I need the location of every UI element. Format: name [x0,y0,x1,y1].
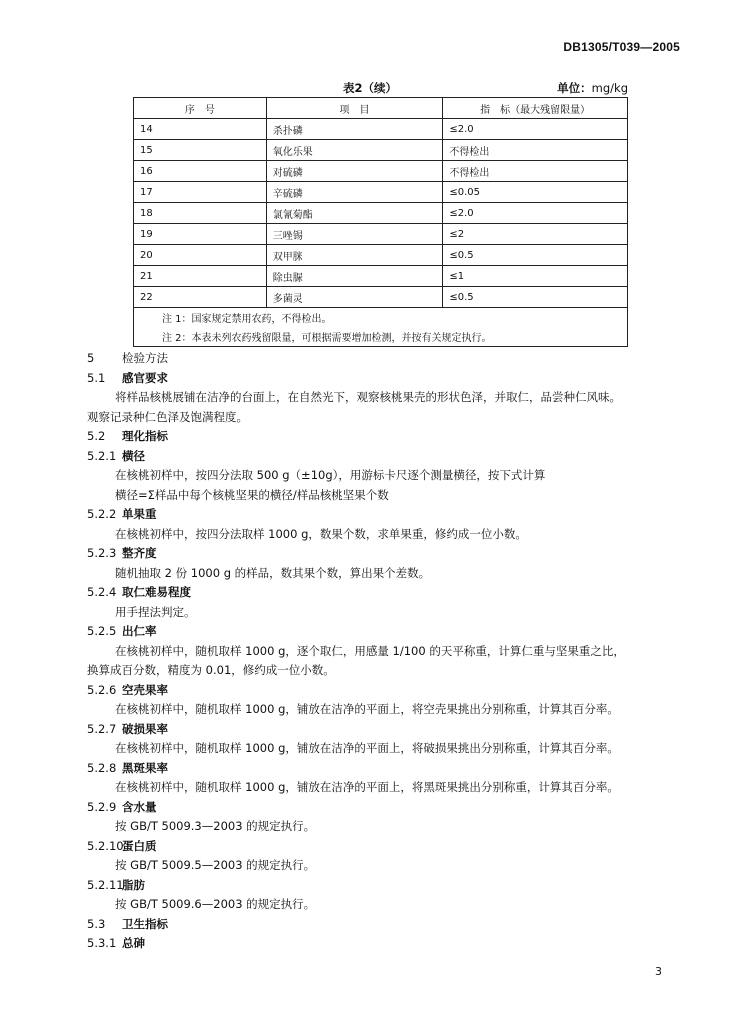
table-row [134,245,628,266]
table-caption: 表2（续） [343,81,398,95]
section-number: 5.2.6 [87,682,117,697]
section-title: 总砷 [122,936,145,950]
section-number: 5.2.4 [87,585,117,599]
limit-cell: ≤0.5 [443,245,628,266]
section-number: 5.2.7 [87,721,117,736]
paragraph-line: 横径=Σ样品中每个核桃坚果的横径/样品核桃坚果个数 [115,487,389,502]
paragraph-line: 按 GB/T 5009.3—2003 的规定执行。 [115,819,316,833]
section-title: 黑斑果率 [122,760,168,775]
table-note-row [134,327,628,347]
section-heading [87,838,157,854]
unit-label: 单位： [557,81,592,95]
item-cell: 杀扑磷 [266,119,443,140]
paragraph-line: 在核桃初样中，随机取样 1000 g，铺放在洁净的平面上，将空壳果挑出分别称重，计算其百分率。 [115,702,619,716]
item-cell: 氧化乐果 [266,140,443,161]
col-header-item: 项 目 [266,98,443,119]
table-unit [557,80,628,96]
paragraph-line: 按 GB/T 5009.6—2003 的规定执行。 [115,897,316,911]
section-title: 空壳果率 [122,682,168,697]
section-heading [87,760,168,776]
limit-cell: ≤1 [443,266,628,287]
item-cell: 双甲脒 [266,245,443,266]
section-title: 单果重 [122,507,157,521]
section-number: 5.3.1 [87,936,117,950]
unit-value: mg/kg [591,81,628,95]
table-note-row [134,308,628,328]
table-row [134,161,628,182]
table-row [134,182,628,203]
paragraph-line: 在核桃初样中，按四分法取 500 g（±10g），用游标卡尺逐个测量横径，按下式计算 [115,468,546,482]
table-row [134,266,628,287]
section-title: 脂肪 [122,877,145,892]
document-id: DB1305/T039—2005 [563,40,680,54]
paragraph-line: 随机抽取 2 份 1000 g 的样品，数其果个数，算出果个差数。 [115,565,431,580]
table-row [134,224,628,245]
paragraph-line: 在核桃初样中，随机取样 1000 g，铺放在洁净的平面上，将黑斑果挑出分别称重，计算其百分率。 [115,780,619,794]
table-row [134,203,628,224]
section-heading [87,584,191,600]
section-title: 蛋白质 [122,838,157,853]
section-heading [87,350,168,366]
section-number: 5.2 [87,429,106,443]
seq-cell: 18 [134,203,267,224]
table-header-row [134,98,628,119]
paragraph-line: 换算成百分数，精度为 0.01，修约成一位小数。 [87,663,335,677]
table-row [134,140,628,161]
section-title: 检验方法 [122,351,168,365]
section-heading [87,506,157,522]
section-title: 取仁难易程度 [122,585,191,599]
seq-cell: 22 [134,287,267,308]
section-number: 5.2.3 [87,546,117,560]
limit-cell: ≤0.5 [443,287,628,308]
section-number: 5.3 [87,916,106,931]
table-caption-row [133,80,628,96]
section-title: 卫生指标 [122,916,168,931]
section-title: 出仁率 [122,624,157,638]
section-title: 横径 [122,448,145,463]
seq-cell: 15 [134,140,267,161]
section-heading [87,428,168,444]
seq-cell: 16 [134,161,267,182]
section-number: 5.1 [87,370,106,385]
paragraph-line: 在核桃初样中，按四分法取样 1000 g，数果个数，求单果重，修约成一位小数。 [115,526,527,541]
limit-cell: ≤2.0 [443,203,628,224]
section-number: 5.2.2 [87,507,117,521]
section-number: 5.2.10 [87,838,124,853]
section-number: 5 [87,351,95,365]
section-heading [87,623,157,639]
paragraph-line: 按 GB/T 5009.5—2003 的规定执行。 [115,858,316,872]
seq-cell: 21 [134,266,267,287]
table-row [134,119,628,140]
item-cell: 对硫磷 [266,161,443,182]
section-title: 整齐度 [122,546,157,560]
seq-cell: 14 [134,119,267,140]
section-heading [87,935,145,951]
section-heading [87,682,168,698]
section-heading [87,448,145,464]
item-cell: 氯氰菊酯 [266,203,443,224]
paragraph-line: 在核桃初样中，随机取样 1000 g，逐个取仁，用感量 1/100 的天平称重，计算仁重与坚果重之比， [115,643,625,658]
section-title: 含水量 [122,799,157,814]
section-title: 理化指标 [122,429,168,443]
paragraph-line: 在核桃初样中，随机取样 1000 g，铺放在洁净的平面上，将破损果挑出分别称重，计算其百分率。 [115,741,619,755]
residue-limit-table [133,97,628,347]
paragraph-line: 将样品核桃展铺在洁净的台面上，在自然光下，观察核桃果壳的形状色泽，并取仁，品尝种仁风味。 [115,390,621,404]
paragraph-line: 观察记录种仁色泽及饱满程度。 [87,409,248,424]
section-heading [87,545,157,561]
table-note: 注 1：国家规定禁用农药，不得检出。 [134,308,628,328]
section-number: 5.2.11 [87,877,124,892]
section-number: 5.2.1 [87,448,117,463]
page-number: 3 [655,965,662,978]
seq-cell: 20 [134,245,267,266]
section-heading [87,877,145,893]
limit-cell: ≤2 [443,224,628,245]
section-heading [87,799,157,815]
seq-cell: 17 [134,182,267,203]
limit-cell: 不得检出 [443,140,628,161]
section-title: 感官要求 [122,370,168,385]
limit-cell: ≤0.05 [443,182,628,203]
section-number: 5.2.8 [87,760,117,775]
section-heading [87,721,168,737]
col-header-seq: 序 号 [134,98,267,119]
item-cell: 除虫脲 [266,266,443,287]
limit-cell: ≤2.0 [443,119,628,140]
item-cell: 三唑锡 [266,224,443,245]
section-number: 5.2.5 [87,624,117,638]
table-note: 注 2：本表未列农药残留限量，可根据需要增加检测，并按有关规定执行。 [134,327,628,347]
seq-cell: 19 [134,224,267,245]
limit-cell: 不得检出 [443,161,628,182]
item-cell: 多菌灵 [266,287,443,308]
section-number: 5.2.9 [87,799,117,814]
table-row [134,287,628,308]
section-title: 破损果率 [122,721,168,736]
section-heading [87,370,168,386]
item-cell: 辛硫磷 [266,182,443,203]
col-header-limit: 指 标（最大残留限量） [443,98,628,119]
section-heading [87,916,168,932]
paragraph-line: 用手捏法判定。 [115,604,196,619]
